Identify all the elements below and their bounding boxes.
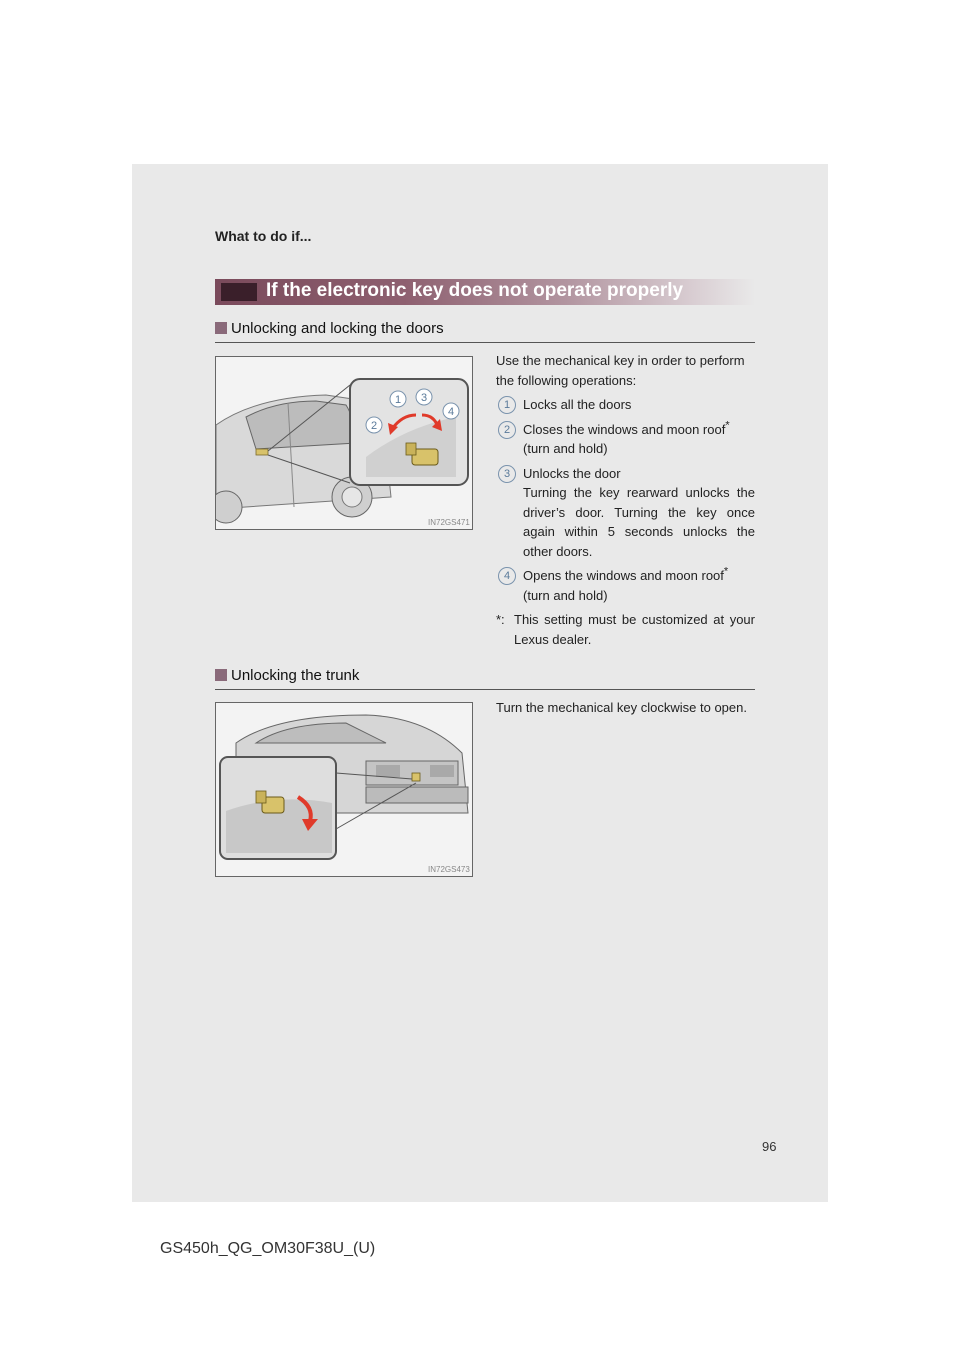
figure-code-doors: IN72GS471: [428, 518, 470, 527]
step-1: [496, 395, 755, 415]
section-header: What to do if...: [215, 228, 312, 244]
step-text: Opens the windows and moon roof: [523, 568, 724, 583]
svg-text:1: 1: [394, 394, 402, 406]
subheading-trunk-text: Unlocking the trunk: [231, 667, 360, 684]
footnote-text: This setting must be customized at your Lexus dealer.: [514, 612, 755, 647]
title-bar: [215, 279, 755, 305]
doors-instructions: [496, 351, 755, 649]
square-bullet-icon: [215, 669, 227, 681]
doors-intro: Use the mechanical key in order to perform the following operations:: [496, 353, 745, 388]
step-text: Locks all the doors: [523, 397, 632, 412]
trunk-instructions: [496, 698, 755, 718]
footnote-mark: *:: [496, 612, 505, 627]
footnote: [496, 610, 755, 649]
figure-trunk-key: [215, 702, 473, 877]
figure-code-trunk: IN72GS473: [428, 865, 470, 874]
step-number: 3: [498, 465, 516, 483]
step-extra: Turning the key rearward unlocks the driver’s door. Turning the key once again within 5 seconds unlocks the other doors.: [523, 485, 755, 559]
page-number: 96: [762, 1139, 777, 1154]
asterisk-mark: *: [725, 419, 730, 432]
footer-code: GS450h_QG_OM30F38U_(U): [160, 1240, 376, 1257]
title-bar-block: [221, 283, 257, 301]
step-extra: (turn and hold): [523, 441, 608, 456]
square-bullet-icon: [215, 322, 227, 334]
subheading-doors: [215, 320, 755, 343]
svg-text:3: 3: [420, 392, 428, 404]
figure-door-key: [215, 356, 473, 530]
step-extra: (turn and hold): [523, 587, 608, 603]
svg-text:2: 2: [370, 420, 378, 432]
step-text: Unlocks the door: [523, 465, 621, 481]
subheading-trunk: [215, 667, 755, 690]
subheading-doors-text: Unlocking and locking the doors: [231, 320, 444, 337]
asterisk-mark: *: [723, 565, 729, 578]
svg-text:4: 4: [447, 406, 455, 418]
step-number: 4: [498, 567, 516, 585]
page-title: If the electronic key does not operate properly: [266, 280, 684, 301]
step-number: 1: [498, 396, 516, 414]
step-text: Closes the windows and moon roof: [523, 421, 726, 437]
step-2: [496, 420, 755, 459]
step-number: 2: [498, 421, 516, 439]
step-3: [496, 464, 755, 562]
trunk-text: Turn the mechanical key clockwise to open.: [496, 700, 747, 715]
step-4: [496, 566, 755, 605]
